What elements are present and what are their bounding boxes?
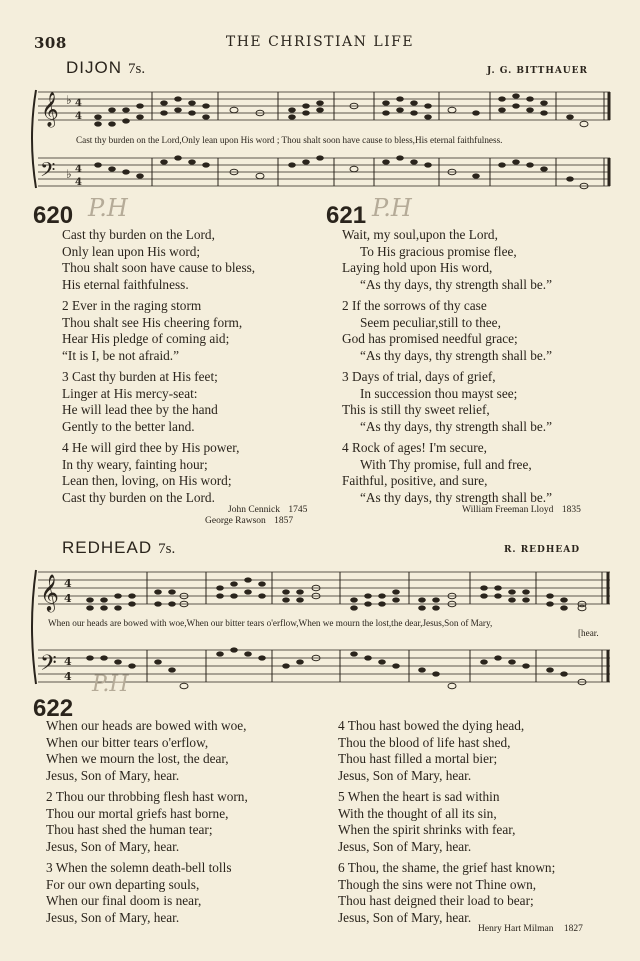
author-year: 1827 bbox=[563, 924, 583, 934]
verse-line: Cast thy burden on the Lord, bbox=[62, 227, 215, 242]
verse-line: 3 Cast thy burden at His feet; bbox=[62, 369, 218, 384]
verse-line: Laying hold upon His word, bbox=[342, 260, 493, 276]
verse-line: 4 He will gird thee by His power, bbox=[62, 440, 240, 455]
bass-clef: 𝄢 bbox=[40, 651, 57, 681]
hymn-620-verse-2 bbox=[62, 298, 242, 364]
verse-line: God has promised needful grace; bbox=[342, 331, 518, 347]
author-name: Henry Hart Milman bbox=[478, 924, 554, 934]
verse-line: Thou shalt see His cheering form, bbox=[62, 314, 243, 330]
verse-line: “As thy days, thy strength shall be.” bbox=[360, 489, 553, 505]
verse-line: In thy weary, fainting hour; bbox=[62, 456, 208, 472]
time-signature: 4 bbox=[75, 164, 82, 175]
hymn-622-verse-5 bbox=[338, 789, 515, 855]
verse-line: 4 Thou hast bowed the dying head, bbox=[338, 718, 525, 733]
lyric-underlay-overflow: [hear. bbox=[578, 628, 599, 638]
verse-line: In succession thou mayst see; bbox=[360, 385, 518, 401]
time-signature: 4 bbox=[75, 111, 82, 122]
treble-clef: 𝄞 bbox=[41, 92, 59, 127]
author-attribution bbox=[228, 505, 307, 515]
hymn-622-verse-2 bbox=[46, 789, 248, 855]
treble-clef: 𝄞 bbox=[40, 573, 59, 611]
verse-line: 6 Thou, the shame, the grief hast known; bbox=[338, 860, 556, 875]
hymn-621-verse-4 bbox=[342, 440, 552, 506]
verse-line: Thou hast shed the human tear; bbox=[46, 822, 213, 838]
lyric-underlay-redhead: When our heads are bowed with woe,When our bitter tears o'erflow,When we mourn the lost,the dear,Jesus,Son of Mary, bbox=[48, 618, 493, 628]
author-year: 1745 bbox=[288, 505, 308, 515]
author-attribution bbox=[478, 924, 583, 934]
verse-line: Gently to the better land. bbox=[62, 418, 195, 434]
author-name: William Freeman Lloyd bbox=[462, 505, 554, 515]
verse-line: 2 Ever in the raging storm bbox=[62, 298, 202, 313]
verse-line: 3 Days of trial, days of grief, bbox=[342, 369, 496, 384]
verse-line: Jesus, Son of Mary, hear. bbox=[338, 909, 472, 925]
verse-line: 2 Thou our throbbing flesh hast worn, bbox=[46, 789, 248, 804]
verse-line: He will lead thee by the hand bbox=[62, 402, 218, 418]
tune-title-redhead bbox=[62, 538, 175, 558]
verse-line: Jesus, Son of Mary, hear. bbox=[46, 767, 180, 783]
author-attribution bbox=[462, 505, 581, 515]
verse-line: Thou our mortal griefs hast borne, bbox=[46, 805, 229, 821]
time-signature: 4 bbox=[75, 177, 82, 188]
verse-line: 2 If the sorrows of thy case bbox=[342, 298, 487, 313]
flat-sign: ♭ bbox=[66, 167, 72, 181]
verse-line: Cast thy burden on the Lord. bbox=[62, 489, 215, 505]
page-number: 308 bbox=[34, 34, 67, 52]
verse-line: To His gracious promise flee, bbox=[360, 243, 517, 259]
verse-line: Jesus, Son of Mary, hear. bbox=[46, 909, 180, 925]
verse-line: Lean then, loving, on His word; bbox=[62, 473, 232, 489]
tune-name: REDHEAD bbox=[62, 538, 153, 557]
hymn-621-verse-1 bbox=[342, 227, 552, 293]
verse-line: With Thy promise, full and free, bbox=[360, 456, 532, 472]
verse-line: When our bitter tears o'erflow, bbox=[46, 734, 209, 750]
verse-line: When we mourn the lost, the dear, bbox=[46, 751, 229, 767]
author-name: John Cennick bbox=[228, 505, 280, 515]
verse-line: His eternal faithfulness. bbox=[62, 276, 189, 292]
verse-line: Only lean upon His word; bbox=[62, 243, 201, 259]
verse-line: Jesus, Son of Mary, hear. bbox=[338, 767, 472, 783]
hymn-622-verse-6 bbox=[338, 860, 555, 926]
verse-line: Wait, my soul,upon the Lord, bbox=[342, 227, 498, 242]
hymn-621-verse-2 bbox=[342, 298, 552, 364]
bass-clef: 𝄢 bbox=[40, 158, 56, 186]
hymn-620-verse-4 bbox=[62, 440, 239, 506]
hymn-622-verse-1 bbox=[46, 718, 247, 784]
hymn-622-verse-4 bbox=[338, 718, 524, 784]
verse-line: 5 When the heart is sad within bbox=[338, 789, 500, 804]
pencil-annotation-mark: P.H bbox=[88, 194, 128, 222]
system-brace bbox=[32, 90, 36, 188]
verse-line: When our heads are bowed with woe, bbox=[46, 718, 247, 733]
hymn-number-621: 621 bbox=[326, 202, 367, 229]
verse-line: With the thought of all its sin, bbox=[338, 805, 497, 821]
tune-composer: R. REDHEAD bbox=[503, 545, 580, 555]
verse-line: “It is I, be not afraid.” bbox=[62, 347, 180, 363]
author-attribution bbox=[205, 516, 293, 526]
verse-line: This is still thy sweet relief, bbox=[342, 402, 490, 418]
verse-line: Faithful, positive, and sure, bbox=[342, 473, 488, 489]
running-title: THE CHRISTIAN LIFE bbox=[225, 34, 415, 50]
verse-line: When the spirit shrinks with fear, bbox=[338, 822, 516, 838]
tune-name: DIJON bbox=[66, 58, 122, 77]
verse-line: Linger at His mercy-seat: bbox=[62, 385, 198, 401]
verse-line: “As thy days, thy strength shall be.” bbox=[360, 276, 553, 292]
verse-line: When our final doom is near, bbox=[46, 893, 202, 909]
tune-meter: 7s. bbox=[158, 541, 176, 557]
hymn-622-verse-3 bbox=[46, 860, 232, 926]
verse-line: Seem peculiar,still to thee, bbox=[360, 314, 501, 330]
verse-line: Thou shalt soon have cause to bless, bbox=[62, 260, 256, 276]
tune-composer: J. G. BITTHAUER bbox=[486, 66, 588, 76]
hymn-620-verse-3 bbox=[62, 369, 218, 435]
tune-meter: 7s. bbox=[128, 61, 146, 77]
flat-sign: ♭ bbox=[66, 93, 72, 107]
pencil-annotation-mark: P.H bbox=[92, 672, 129, 697]
time-signature: 4 bbox=[75, 98, 82, 109]
pencil-annotation-mark: P.H bbox=[372, 194, 412, 222]
hymn-621-verse-3 bbox=[342, 369, 552, 435]
verse-line: “As thy days, thy strength shall be.” bbox=[360, 347, 553, 363]
verse-line: 4 Rock of ages! I'm secure, bbox=[342, 440, 487, 455]
system-brace bbox=[32, 570, 36, 684]
hymn-620-verse-1 bbox=[62, 227, 255, 293]
verse-line: Jesus, Son of Mary, hear. bbox=[46, 838, 180, 854]
verse-line: Thou the blood of life hast shed, bbox=[338, 734, 511, 750]
time-signature: 4 bbox=[64, 577, 72, 590]
notes-redhead bbox=[86, 577, 586, 688]
time-signature: 4 bbox=[64, 592, 72, 605]
hymn-number-620: 620 bbox=[33, 202, 74, 229]
verse-line: Though the sins were not Thine own, bbox=[338, 876, 537, 892]
tune-title-dijon bbox=[66, 58, 145, 78]
author-year: 1835 bbox=[561, 505, 581, 515]
verse-line: “As thy days, thy strength shall be.” bbox=[360, 418, 553, 434]
time-signature: 4 bbox=[64, 655, 72, 668]
time-signature: 4 bbox=[64, 670, 72, 683]
treble-staff-dijon bbox=[38, 92, 610, 120]
author-name: George Rawson bbox=[205, 516, 266, 526]
verse-line: Jesus, Son of Mary, hear. bbox=[338, 838, 472, 854]
hymn-number-622: 622 bbox=[33, 695, 74, 722]
verse-line: Hear His pledge of coming aid; bbox=[62, 331, 230, 347]
verse-line: Thou hast deigned their load to bear; bbox=[338, 893, 534, 909]
verse-line: Thou hast filled a mortal bier; bbox=[338, 751, 498, 767]
author-year: 1857 bbox=[274, 516, 294, 526]
verse-line: For our own departing souls, bbox=[46, 876, 200, 892]
lyric-underlay-dijon: Cast thy burden on the Lord,Only lean upon His word ; Thou shalt soon have cause to bless,His eternal faithfulness. bbox=[76, 135, 503, 145]
verse-line: 3 When the solemn death-bell tolls bbox=[46, 860, 232, 875]
